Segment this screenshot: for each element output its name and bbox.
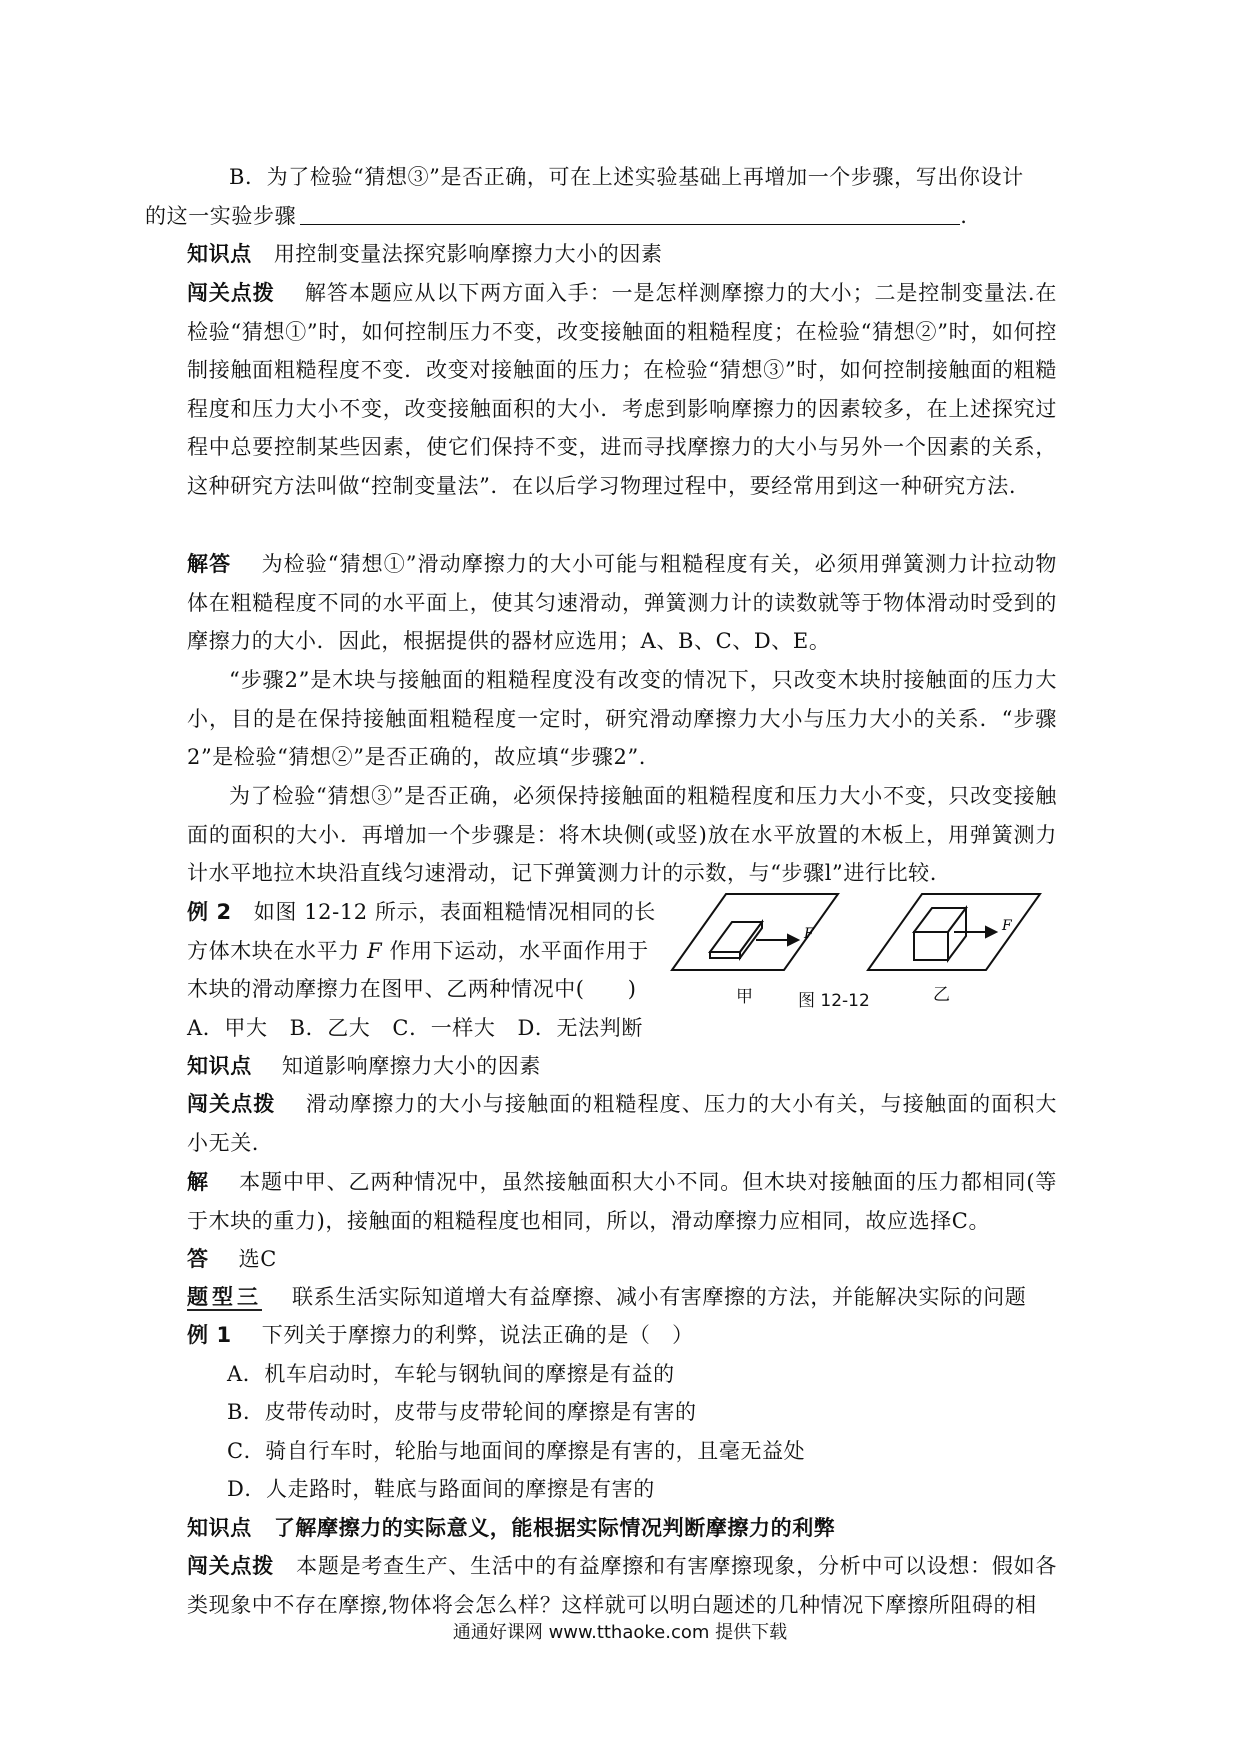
option-d: D．无法判断: [517, 1015, 643, 1040]
topic-text: 联系生活实际知道增大有益摩擦、减小有害摩擦的方法，并能解决实际的问题: [292, 1285, 1027, 1309]
solution-2: [187, 1163, 1057, 1240]
knowledge-point-3: [187, 1509, 1057, 1548]
option-a: A．机车启动时，车轮与钢轨间的摩擦是有益的: [227, 1361, 675, 1386]
example-line1: 如图 12-12 所示，表面粗糙情况相同的长: [253, 900, 656, 924]
answer-1-p2: [187, 661, 1057, 777]
option-c: C．骑自行车时，轮胎与地面间的摩擦是有害的，且毫无益处: [227, 1438, 806, 1463]
answer-label: 答: [187, 1247, 209, 1271]
answer-text-3: 为了检验“猜想③”是否正确，必须保持接触面的粗糙程度和压力大小不变，只改变接触面的面积的大小．再增加一个步骤是：将木块侧(或竖)放在水平放置的木板上，用弹簧测力计水平地拉木块沿直线匀速滑动，记下弹簧测力计的示数，与“步骤l”进行比较.: [187, 784, 1057, 886]
example-label: 例 2: [187, 900, 232, 924]
option-d: D．人走路时，鞋底与路面间的摩擦是有害的: [227, 1477, 655, 1502]
answer-2: [187, 1240, 1057, 1279]
knowledge-point-label: 知识点: [187, 1516, 252, 1540]
example-label: 例 1: [187, 1323, 232, 1347]
arrow-right-head: [986, 927, 996, 937]
block-flat-front: [710, 952, 740, 958]
knowledge-point-text: 了解摩擦力的实际意义，能根据实际情况判断摩擦力的利弊: [273, 1516, 836, 1540]
option-b: B．皮带传动时，皮带与皮带轮间的摩擦是有害的: [227, 1400, 697, 1425]
example-line2b: 作用下运动，水平面作用于: [389, 938, 649, 963]
answer-blank: [300, 204, 960, 225]
hint-3: [187, 1547, 1057, 1624]
answer-1-p1: [187, 545, 1057, 661]
hint-text: 本题是考查生产、生活中的有益摩擦和有害摩擦现象，分析中可以设想：假如各类现象中不存在摩擦,物体将会怎么样？这样就可以明白题述的几种情况下摩擦所阻碍的相: [187, 1554, 1058, 1617]
knowledge-point-text: 用控制变量法探究影响摩擦力大小的因素: [273, 242, 663, 266]
hint-text: 滑动摩擦力的大小与接触面的粗糙程度、压力的大小有关，与接触面的面积大小无关.: [187, 1092, 1057, 1155]
topic-3-heading: [187, 1278, 1057, 1317]
arrow-left-head: [788, 935, 798, 945]
figure-label-left: 甲: [736, 987, 753, 1007]
hint-2: [187, 1085, 1057, 1162]
answer-text-1: 为检验“猜想①”滑动摩擦力的大小可能与粗糙程度有关，必须用弹簧测力计拉动物体在粗糙程度不同的水平面上，使其匀速滑动，弹簧测力计的读数就等于物体滑动时受到的摩擦力的大小．因此，根据提供的器材应选用；A、B、C、D、E。: [187, 552, 1058, 654]
knowledge-point-2: [187, 1047, 1057, 1086]
option-c: C．一样大: [392, 1015, 496, 1040]
force-label-left: F: [804, 926, 814, 942]
topic-badge: 题型三: [187, 1285, 262, 1309]
question-b: [145, 158, 1057, 235]
force-symbol: F: [367, 938, 383, 963]
question-b-line2: 的这一实验步骤: [145, 203, 297, 228]
example-line2: 方体木块在水平力: [187, 938, 360, 963]
knowledge-point-label: 知识点: [187, 242, 252, 266]
page-footer: 通通好课网 www.tthaoke.com 提供下载: [452, 1622, 788, 1643]
option-b: B．乙大: [289, 1015, 371, 1040]
figure-caption: 图 12-12: [798, 991, 870, 1011]
block-tall-front: [914, 932, 948, 960]
example-line3: 木块的滑动摩擦力在图甲、乙两种情况中( ): [187, 977, 637, 1002]
knowledge-point-text: 知道影响摩擦力大小的因素: [281, 1054, 542, 1078]
figure-12-12: [668, 872, 1060, 1012]
solution-text: 本题中甲、乙两种情况中，虽然接触面积大小不同。但木块对接触面的压力都相同(等于木块的重力)，接触面的粗糙程度也相同，所以，滑动摩擦力应相同，故应选择C。: [187, 1170, 1057, 1233]
question-b-line1: B．为了检验“猜想③”是否正确，可在上述实验基础上再增加一个步骤，写出你设计: [229, 165, 1024, 189]
hint-label: 闯关点拨: [187, 1554, 274, 1578]
hint-label: 闯关点拨: [187, 281, 275, 305]
answer-text: 选C: [238, 1247, 277, 1271]
force-label-right: F: [1002, 918, 1012, 934]
hint-label: 闯关点拨: [187, 1092, 276, 1116]
hint-text: 解答本题应从以下两方面入手：一是怎样测摩擦力的大小；二是控制变量法.在检验“猜想①”时，如何控制压力不变，改变接触面的粗糙程度；在检验“猜想②”时，如何控制接触面粗糙程度不变．改变对接触面的压力；在检验“猜想③”时，如何控制接触面的粗糙程度和压力大小不变，改变接触面积的大小．考虑到影响摩擦力的因素较多，在上述探究过程中总要控制某些因素，使它们保持不变，进而寻找摩擦力的大小与另外一个因素的关系，这种研究方法叫做“控制变量法”．在以后学习物理过程中，要经常用到这一种研究方法.: [187, 281, 1057, 498]
question-b-tail: .: [960, 203, 968, 228]
answer-text-2: “步骤2”是木块与接触面的粗糙程度没有改变的情况下，只改变木块肘接触面的压力大小，目的是在保持接触面粗糙程度一定时，研究滑动摩擦力大小与压力大小的关系．“步骤2”是检验“猜想②”是否正确的，故应填“步骤2”.: [187, 668, 1057, 770]
example-1: [187, 1316, 1057, 1509]
example-stem: 下列关于摩擦力的利弊，说法正确的是（ ）: [261, 1323, 694, 1347]
example-2: [187, 893, 657, 1047]
answer-label: 解答: [187, 552, 232, 576]
knowledge-point-label: 知识点: [187, 1054, 252, 1078]
hint-1: [187, 274, 1057, 506]
knowledge-point-1: [187, 235, 1057, 274]
solution-label: 解: [187, 1170, 209, 1194]
figure-label-right: 乙: [933, 985, 950, 1005]
option-a: A．甲大: [187, 1015, 268, 1040]
